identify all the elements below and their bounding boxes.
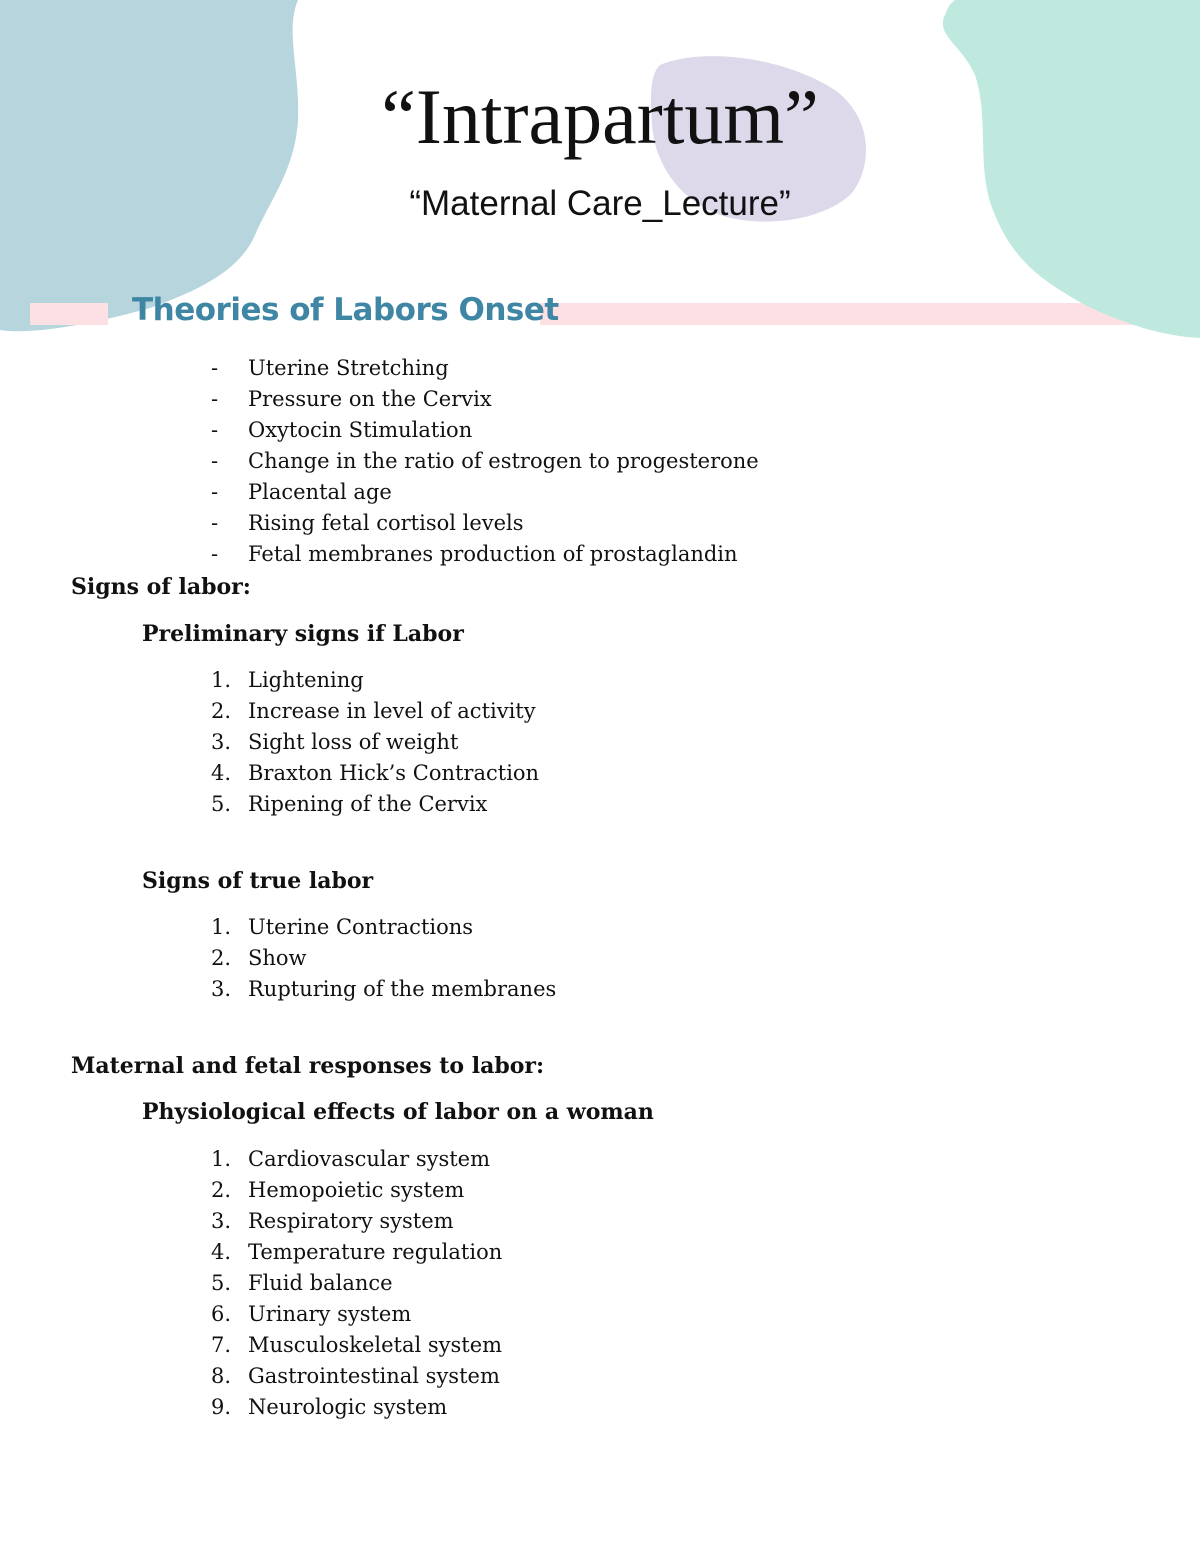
physiological-effects-heading: Physiological effects of labor on a woman: [142, 1099, 654, 1125]
preliminary-signs-heading: Preliminary signs if Labor: [142, 621, 464, 647]
list-bullet: -: [211, 418, 219, 442]
blue-blob-shape: [0, 0, 298, 331]
list-number: 9.: [211, 1395, 232, 1419]
list-item: - Oxytocin Stimulation: [0, 415, 759, 446]
list-number: 1.: [211, 915, 232, 939]
list-item: 2. Hemopoietic system: [0, 1175, 502, 1206]
true-labor-heading: Signs of true labor: [142, 868, 374, 894]
list-number: 5.: [211, 792, 232, 816]
list-item: 2. Increase in level of activity: [0, 696, 539, 727]
list-item: - Placental age: [0, 477, 759, 508]
list-number: 2.: [211, 946, 232, 970]
list-number: 4.: [211, 1240, 232, 1264]
list-number: 3.: [211, 730, 232, 754]
list-item: 2. Show: [0, 943, 556, 974]
list-item: - Uterine Stretching: [0, 353, 759, 384]
list-item: - Fetal membranes production of prostaglandin: [0, 539, 759, 570]
list-item: - Pressure on the Cervix: [0, 384, 759, 415]
list-item: 8. Gastrointestinal system: [0, 1361, 502, 1392]
list-item: 1. Lightening: [0, 665, 539, 696]
list-item: 3. Rupturing of the membranes: [0, 974, 556, 1005]
list-item: 5. Fluid balance: [0, 1268, 502, 1299]
list-item: 6. Urinary system: [0, 1299, 502, 1330]
list-item: 7. Musculoskeletal system: [0, 1330, 502, 1361]
list-item: - Change in the ratio of estrogen to progesterone: [0, 446, 759, 477]
preliminary-signs-list: [0, 665, 539, 820]
list-number: 8.: [211, 1364, 232, 1388]
list-item: 3. Respiratory system: [0, 1206, 502, 1237]
responses-heading: Maternal and fetal responses to labor:: [71, 1053, 545, 1079]
list-number: 2.: [211, 1178, 232, 1202]
list-number: 4.: [211, 761, 232, 785]
signs-of-labor-heading: Signs of labor:: [71, 574, 251, 600]
list-number: 6.: [211, 1302, 232, 1326]
list-number: 1.: [211, 1147, 232, 1171]
document-subtitle: “Maternal Care_Lecture”: [409, 184, 791, 223]
theories-heading: Theories of Labors Onset: [132, 292, 559, 328]
list-bullet: -: [211, 542, 219, 566]
list-bullet: -: [211, 511, 219, 535]
list-item: - Rising fetal cortisol levels: [0, 508, 759, 539]
list-number: 3.: [211, 1209, 232, 1233]
list-item: 1. Cardiovascular system: [0, 1144, 502, 1175]
list-item: 3. Sight loss of weight: [0, 727, 539, 758]
true-labor-list: [0, 912, 556, 1005]
document-title: “Intrapartum”: [381, 73, 819, 160]
list-item: 1. Uterine Contractions: [0, 912, 556, 943]
pink-bar-left: [30, 303, 108, 325]
list-item: 4. Temperature regulation: [0, 1237, 502, 1268]
list-number: 5.: [211, 1271, 232, 1295]
list-bullet: -: [211, 449, 219, 473]
list-item: 5. Ripening of the Cervix: [0, 789, 539, 820]
mint-blob-shape: [943, 0, 1200, 338]
list-item: 4. Braxton Hick’s Contraction: [0, 758, 539, 789]
list-bullet: -: [211, 387, 219, 411]
list-number: 3.: [211, 977, 232, 1001]
physiological-effects-list: [0, 1144, 502, 1423]
list-item: 9. Neurologic system: [0, 1392, 502, 1423]
list-bullet: -: [211, 356, 219, 380]
list-number: 2.: [211, 699, 232, 723]
list-bullet: -: [211, 480, 219, 504]
list-number: 7.: [211, 1333, 232, 1357]
list-number: 1.: [211, 668, 232, 692]
theories-list: [0, 353, 759, 570]
